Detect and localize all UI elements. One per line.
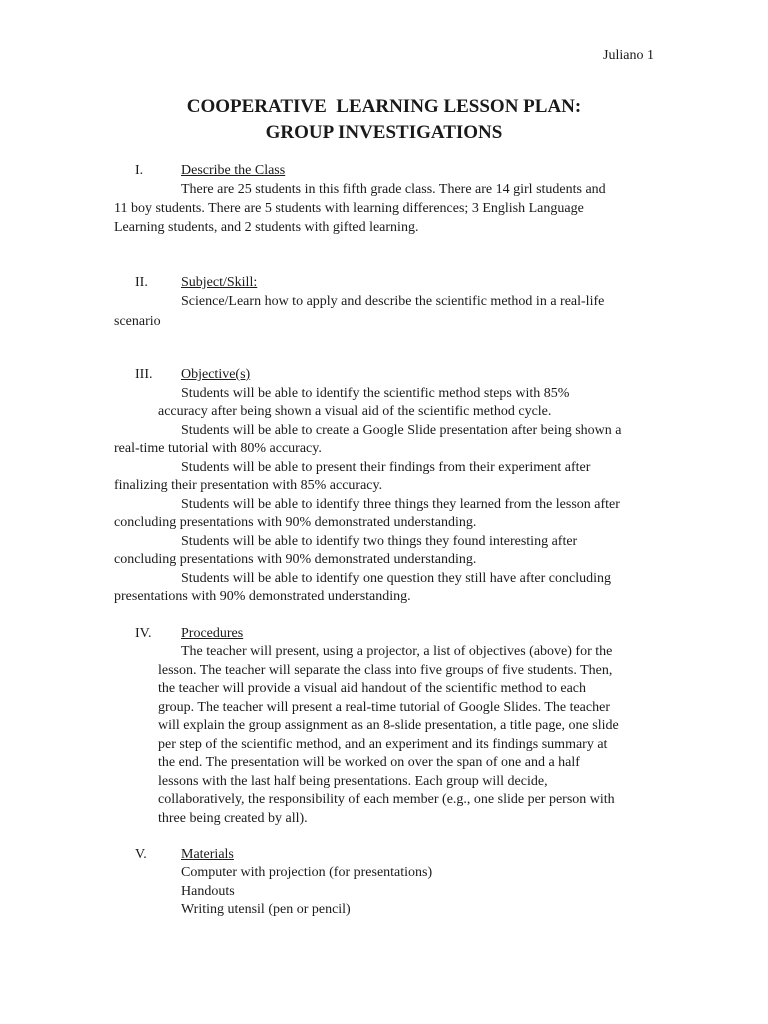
section-numeral: II. xyxy=(135,275,148,290)
paragraph-line: presentations with 90% demonstrated understanding. xyxy=(114,589,411,604)
section-heading: Objective(s) xyxy=(181,367,251,382)
paragraph-line: Students will be able to create a Google Slide presentation after being shown a xyxy=(181,423,622,438)
section-heading: Subject/Skill: xyxy=(181,275,258,290)
section-numeral: V. xyxy=(135,847,147,862)
paragraph-line: finalizing their presentation with 85% accuracy. xyxy=(114,478,383,493)
section-numeral: III. xyxy=(135,367,153,382)
material-item: Computer with projection (for presentations) xyxy=(181,865,433,880)
paragraph-line: scenario xyxy=(114,314,161,329)
paragraph-line: Students will be able to identify the scientific method steps with 85% xyxy=(181,386,570,401)
paragraph-line: real-time tutorial with 80% accuracy. xyxy=(114,441,322,456)
paragraph-line: Students will be able to identify one question they still have after concluding xyxy=(181,571,612,586)
paragraph-line: collaboratively, the responsibility of each member (e.g., one slide per person with xyxy=(158,792,615,807)
paragraph-line: Students will be able to identify two things they found interesting after xyxy=(181,534,578,549)
document-title-line-2: GROUP INVESTIGATIONS xyxy=(265,122,503,143)
paragraph-line: There are 25 students in this fifth grade class. There are 14 girl students and xyxy=(181,182,606,197)
section-heading: Describe the Class xyxy=(181,163,286,178)
section-numeral: IV. xyxy=(135,626,152,641)
paragraph-line: lesson. The teacher will separate the class into five groups of five students. Then, xyxy=(158,663,613,678)
paragraph-line: accuracy after being shown a visual aid of the scientific method cycle. xyxy=(158,404,552,419)
paragraph-line: three being created by all). xyxy=(158,811,308,826)
paragraph-line: concluding presentations with 90% demonstrated understanding. xyxy=(114,515,477,530)
section-heading: Procedures xyxy=(181,626,244,641)
material-item: Handouts xyxy=(181,884,235,899)
paragraph-line: Learning students, and 2 students with gifted learning. xyxy=(114,220,419,235)
section-heading: Materials xyxy=(181,847,234,862)
section-numeral: I. xyxy=(135,163,144,178)
paragraph-line: per step of the scientific method, and an experiment and its findings summary at xyxy=(158,737,608,752)
running-head: Juliano 1 xyxy=(603,48,654,63)
paragraph-line: lessons with the last half being presentations. Each group will decide, xyxy=(158,774,548,789)
document-title-line-1: COOPERATIVE LEARNING LESSON PLAN: xyxy=(186,96,582,117)
paragraph-line: Students will be able to present their findings from their experiment after xyxy=(181,460,591,475)
paragraph-line: group. The teacher will present a real-time tutorial of Google Slides. The teacher xyxy=(158,700,610,715)
paragraph-line: 11 boy students. There are 5 students with learning differences; 3 English Language xyxy=(114,201,584,216)
paragraph-line: Students will be able to identify three things they learned from the lesson after xyxy=(181,497,620,512)
paragraph-line: Science/Learn how to apply and describe the scientific method in a real-life xyxy=(181,294,605,309)
paragraph-line: the end. The presentation will be worked on over the span of one and a half xyxy=(158,755,580,770)
paragraph-line: will explain the group assignment as an 8-slide presentation, a title page, one slide xyxy=(158,718,619,733)
paragraph-line: concluding presentations with 90% demonstrated understanding. xyxy=(114,552,477,567)
paragraph-line: the teacher will provide a visual aid handout of the scientific method to each xyxy=(158,681,587,696)
material-item: Writing utensil (pen or pencil) xyxy=(181,902,351,917)
paragraph-line: The teacher will present, using a projector, a list of objectives (above) for the xyxy=(181,644,613,659)
